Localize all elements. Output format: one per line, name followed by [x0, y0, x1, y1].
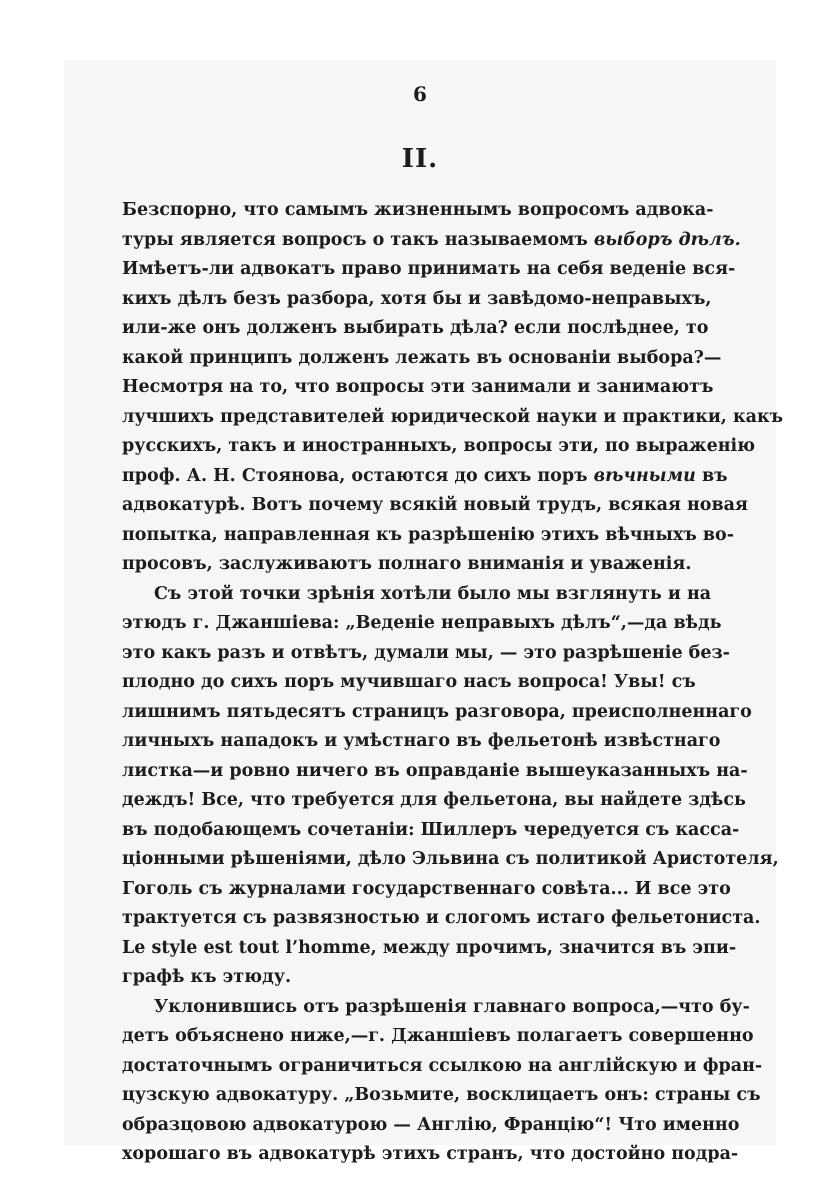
text-line: трактуется съ развязностью и слогомъ истаго фельетониста.: [122, 908, 761, 928]
text-line: лучшихъ представителей юридической науки и практики, какъ: [122, 406, 784, 427]
text-line: проф. А. Н. Стоянова, остаются до сихъ поръ вѣчными въ: [122, 465, 728, 486]
body-text: [122, 196, 784, 1170]
text-line: Имѣетъ-ли адвокатъ право принимать на себя веденіе вся-: [122, 259, 736, 279]
text-line: туры является вопросъ о такъ называемомъ выборъ дѣлъ.: [122, 229, 741, 250]
text-line: графѣ къ этюду.: [122, 967, 292, 987]
page-number: 6: [413, 82, 427, 106]
text-line: Le style est tout l’homme, между прочимъ, значится въ эпи-: [122, 937, 737, 958]
text-line: это какъ разъ и отвѣтъ, думали мы, — это разрѣшеніе без-: [122, 642, 730, 663]
text-line: Уклонившись отъ разрѣшенія главнаго вопроса,—что бу-: [154, 996, 750, 1017]
text-line: или-же онъ долженъ выбирать дѣла? если послѣднее, то: [122, 318, 709, 338]
text-line: какой принципъ долженъ лежать въ основаніи выбора?—: [122, 347, 722, 368]
text-line: Съ этой точки зрѣнія хотѣли было мы взглянуть и на: [154, 583, 712, 604]
text-line: кихъ дѣлъ безъ разбора, хотя бы и завѣдомо-неправыхъ,: [122, 288, 712, 309]
text-line: образцовою адвокатурою — Англію, Францію“! Что именно: [122, 1114, 740, 1135]
text-line: деждъ! Все, что требуется для фельетона, вы найдете здѣсь: [122, 790, 746, 810]
text-line: въ подобающемъ сочетаніи: Шиллеръ чередуется съ касса-: [122, 819, 740, 840]
text-line: хорошаго въ адвокатурѣ этихъ странъ, что достойно подра-: [122, 1144, 739, 1164]
text-line: Безспорно, что самымъ жизненнымъ вопросомъ адвока-: [122, 200, 714, 220]
section-title: II.: [401, 144, 439, 174]
italic-phrase: выборъ дѣлъ.: [593, 229, 741, 250]
text-line: попытка, направленная къ разрѣшенію этихъ вѣчныхъ во-: [122, 524, 734, 545]
text-line: плодно до сихъ поръ мучившаго насъ вопроса! Увы! съ: [122, 672, 696, 692]
italic-phrase: вѣчными: [593, 465, 696, 486]
text-line: цузскую адвокатуру. „Возьмите, восклицаетъ онъ: страны съ: [122, 1085, 761, 1105]
text-line: листка—и ровно ничего въ оправданіе вышеуказанныхъ на-: [122, 760, 748, 781]
text-line: детъ объяснено ниже,—г. Джаншіевъ полагаетъ совершенно: [122, 1026, 754, 1046]
text-line: просовъ, заслуживаютъ полнаго вниманія и уваженія.: [122, 554, 692, 574]
text-line: достаточнымъ ограничиться ссылкою на англійскую и фран-: [122, 1055, 763, 1076]
text-line: адвокатурѣ. Вотъ почему всякій новый трудъ, всякая новая: [122, 495, 748, 515]
text-line: ціонными рѣшеніями, дѣло Эльвина съ политикой Аристотеля,: [122, 849, 779, 869]
text-line: личныхъ нападокъ и умѣстнаго въ фельетонѣ извѣстнаго: [122, 731, 721, 751]
text-line: русскихъ, такъ и иностранныхъ, вопросы эти, по выраженію: [122, 436, 756, 456]
text-line: Гоголь съ журналами государственнаго совѣта... И все это: [122, 878, 731, 899]
text-line: Несмотря на то, что вопросы эти занимали и занимаютъ: [122, 377, 714, 397]
text-line: лишнимъ пятьдесятъ страницъ разговора, преисполненнаго: [122, 701, 752, 722]
text-line: этюдъ г. Джаншіева: „Веденіе неправыхъ дѣлъ“,—да вѣдь: [122, 613, 722, 633]
